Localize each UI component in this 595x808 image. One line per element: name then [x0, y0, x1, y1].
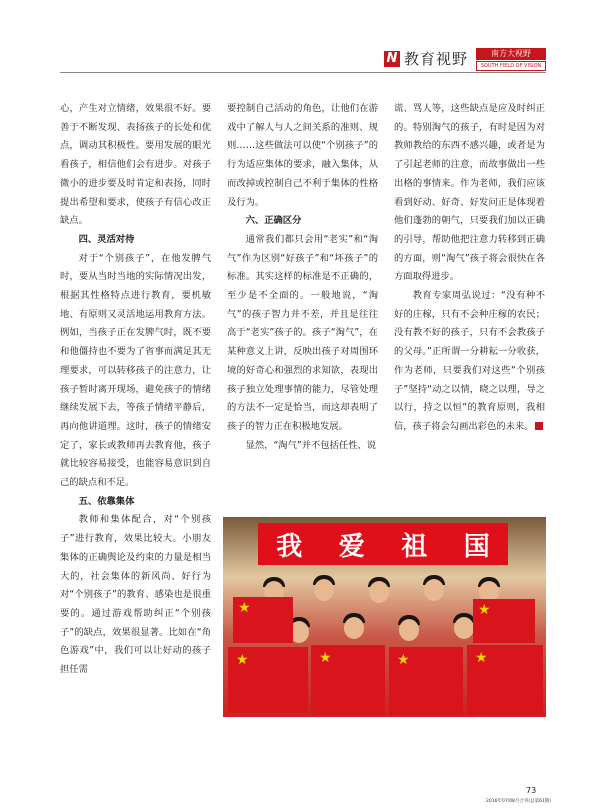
photo-banner — [258, 523, 508, 565]
star-icon: ★ — [238, 600, 251, 616]
end-mark-icon: N — [535, 422, 543, 430]
child-face — [369, 581, 389, 603]
section-title: 教育视野 — [404, 50, 469, 68]
column-tag-english: SOUTH FIELD OF VISION — [476, 61, 546, 71]
paragraph: 显然，“淘气”并不包括任性、说 — [245, 439, 377, 451]
flag — [467, 645, 543, 715]
flag — [228, 647, 308, 713]
page-number: 73 — [526, 786, 537, 795]
star-icon: ★ — [475, 650, 488, 666]
banner-char: 祖 — [401, 531, 428, 562]
text-column-1 — [60, 100, 211, 680]
paragraph: 要控制自己活动的角色，让他们在游戏中了解人与人之间关系的准则、规则……这些做法可以使“个别孩子”的行为适应集体的要求，融入集体，从而改掉或控制自己不利于集体的性格及行为。 — [227, 103, 378, 208]
paragraph: 对于“个别孩子”，在他发脾气时，要从当时当地的实际情况出发，根据其性格特点进行教育，要机敏地、有原则又灵活地运用教育方法。例如，当孩子正在发脾气时，既不要和他僵持也不要为了省事而满足其无理要求，可以转移孩子的注意力，让孩子暂时离开现场，避免孩子的情绪继续发展下去，等孩子情绪平静后，再向他讲道理。这时，孩子的情绪安定了，家长或教师再去教育他，孩子就比较容易接受，也能容易意识到自己的缺点和不足。 — [60, 252, 211, 489]
paragraph: 谎、骂人等，这些缺点是应及时纠正的。特别淘气的孩子，有时是因为对教师教给的东西不感兴趣，或者是为了引起老师的注意，而故事做出一些出格的事情来。作为老师，我们应该看到好动、好奇、好发问正是体现着他们蓬勃的朝气，只要我们加以正确的引导，帮助他把注意力转移到正确的方面，则“淘气”孩子将会很快在各方面取得进步。 — [394, 103, 545, 283]
paragraph: 通常我们都只会用“老实”和“淘气”作为区别“好孩子”和“坏孩子”的标准。其实这样的标准是不正确的，至少是不全面的。一般地说，“淘气”的孩子智力并不差，并且是往往高于“老实”孩子的。孩子“淘气”，在某种意义上讲，反映出孩子对周围环境的好奇心和强烈的求知欲，表现出孩子独立处理事情的能力，尽管处理的方法不一定是恰当，而这却表明了孩子的智力正在积极地发展。 — [227, 233, 378, 432]
section-heading: 五、依靠集体 — [78, 495, 135, 507]
banner-char: 国 — [463, 531, 490, 562]
issue-info: 2016年07/08月合刊(总第61期) — [486, 799, 552, 804]
star-icon: ★ — [397, 652, 410, 668]
section-heading: 四、灵活对待 — [78, 233, 135, 245]
text-column-2 — [227, 100, 378, 455]
child-face — [314, 579, 334, 601]
flag — [311, 645, 385, 715]
text-column-3 — [394, 100, 560, 437]
child-face — [454, 617, 474, 639]
star-icon: ★ — [236, 652, 249, 668]
paragraph: 教师和集体配合，对“个别孩子”进行教育，效果比较大。小朋友集体的正确舆论及约束的力量是相当大的，社会集体的新风尚、好行为对“个别孩子”的教育、感染也是很重要的。通过游戏帮助纠正“个别孩子”的缺点，效果很显著。比如在“角色游戏”中，我们可以让好动的孩子担任需 — [60, 514, 211, 676]
banner-char: 我 — [276, 531, 303, 562]
paragraph-text: 教育专家周弘说过：“没有种不好的庄稼，只有不会种庄稼的农民；没有教不好的孩子，只有不会教孩子的父母。”正所谓一分耕耘一分收获，作为老师，只要我们对这些“个别孩子”坚持“动之以情，晓之以理，导之以行，持之以恒”的教育原则，我相信，孩子将会勾画出彩色的未来。 — [394, 290, 545, 432]
child-face — [424, 579, 444, 601]
paragraph: 心，产生对立情绪，效果很不好。要善于不断发现、表扬孩子的长处和优点，调动其积极性。要用发展的眼光看孩子，相信他们会有进步。对孩子微小的进步要及时肯定和表扬，同时提出希望和要求，使孩子有信心改正缺点。 — [60, 103, 211, 227]
header-divider — [60, 72, 546, 73]
children-flags-photo — [223, 517, 546, 717]
banner-char: 爱 — [338, 531, 365, 562]
flag — [233, 597, 293, 643]
star-icon: ★ — [478, 602, 491, 618]
section-heading: 六、正确区分 — [245, 215, 302, 227]
flag — [473, 599, 535, 643]
child-face — [399, 619, 419, 641]
star-icon: ★ — [319, 650, 332, 666]
child-face — [344, 617, 364, 639]
flag — [389, 647, 463, 715]
magazine-logo-icon: N — [384, 51, 400, 67]
paragraph — [394, 287, 560, 437]
column-tag-chinese: 南方大视野 — [476, 48, 546, 60]
